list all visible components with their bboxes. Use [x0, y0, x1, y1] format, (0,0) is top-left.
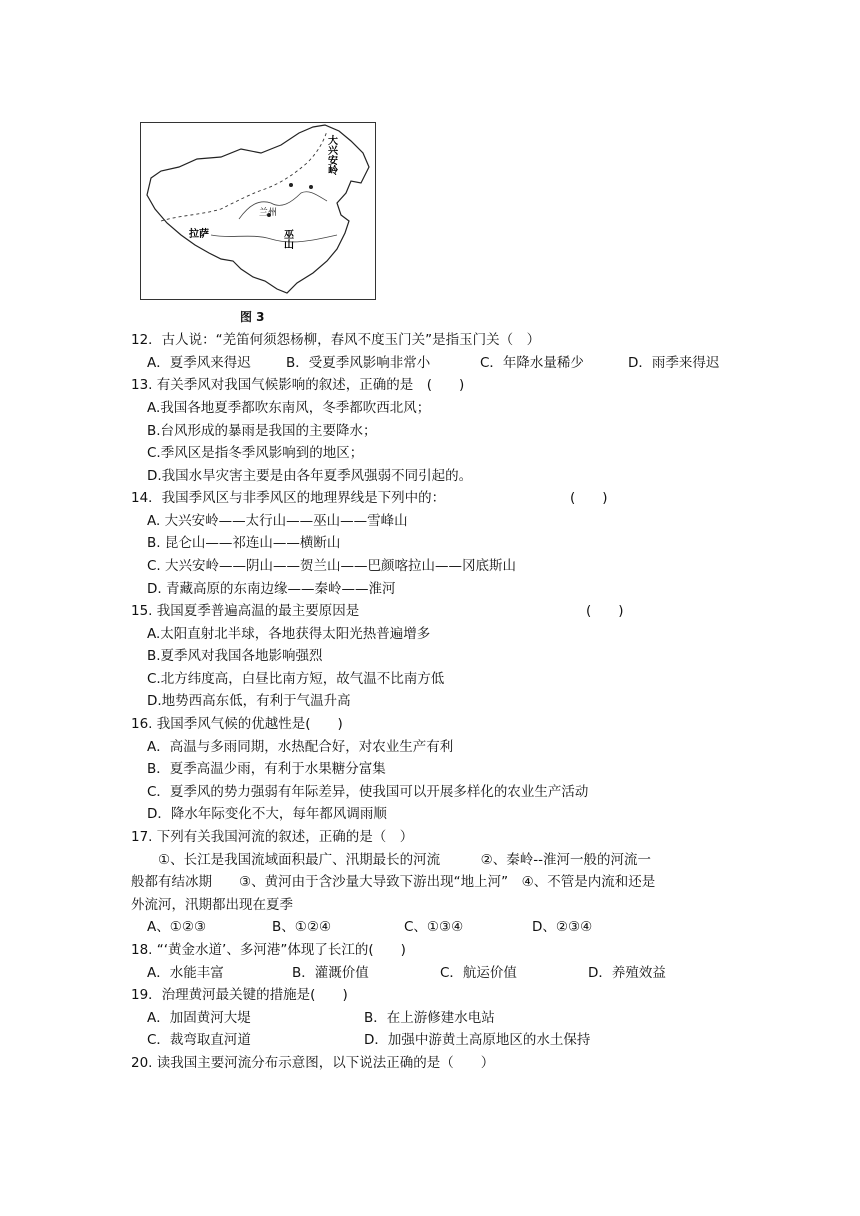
city-dot-2 — [309, 185, 313, 189]
label-wushan: 巫山 — [281, 229, 293, 249]
label-lanzhou: 兰州 — [259, 208, 278, 218]
q14-option-c: C. 大兴安岭——阴山——贺兰山——巴颜喀拉山——冈底斯山 — [147, 558, 517, 574]
q15-option-c: C.北方纬度高，白昼比南方短，故气温不比南方低 — [147, 671, 445, 687]
q17-option-d: D、②③④ — [532, 919, 593, 935]
question-18-stem: 18. “‘黄金水道’、多河港”体现了长江的( ) — [131, 942, 406, 958]
yangtze-river — [211, 235, 337, 242]
q16-option-a: A．高温与多雨同期，水热配合好，对农业生产有利 — [147, 739, 454, 755]
label-daxinganling: 大兴安岭 — [325, 135, 337, 175]
q13-option-b: B.台风形成的暴雨是我国的主要降水； — [147, 423, 377, 439]
q15-option-b: B.夏季风对我国各地影响强烈 — [147, 648, 323, 664]
question-15-stem: 15. 我国夏季普遍高温的最主要原因是 — [131, 603, 360, 619]
q14-option-a: A. 大兴安岭——太行山——巫山——雪峰山 — [147, 513, 408, 529]
q17-option-c: C、①③④ — [404, 919, 464, 935]
q13-option-c: C.季风区是指冬季风影响到的地区； — [147, 445, 364, 461]
q14-option-b: B. 昆仑山——祁连山——横断山 — [147, 535, 341, 551]
q15-option-a: A.太阳直射北半球，各地获得太阳光热普遍增多 — [147, 626, 431, 642]
question-17-stem: 17. 下列有关我国河流的叙述，正确的是（ ） — [131, 829, 414, 845]
q17-option-a: A、①②③ — [147, 919, 207, 935]
q19-option-b: B．在上游修建水电站 — [364, 1010, 495, 1026]
label-lasa: 拉萨 — [189, 229, 209, 240]
city-dot — [289, 183, 293, 187]
q19-option-d: D．加强中游黄土高原地区的水土保持 — [364, 1032, 591, 1048]
china-map-svg — [141, 123, 375, 299]
q17-statement-line-3: 外流河，汛期都出现在夏季 — [131, 897, 293, 913]
q19-option-a: A．加固黄河大堤 — [147, 1010, 251, 1026]
q18-option-b: B．灌溉价值 — [292, 965, 369, 981]
q15-option-d: D.地势西高东低，有利于气温升高 — [147, 693, 351, 709]
figure-caption: 图 3 — [240, 310, 265, 324]
q18-option-d: D．养殖效益 — [588, 965, 666, 981]
q17-statement-line-1: ①、长江是我国流域面积最广、汛期最长的河流 ②、秦岭--淮河一般的河流一 — [131, 852, 651, 868]
q17-option-b: B、①②④ — [272, 919, 332, 935]
q13-option-a: A.我国各地夏季都吹东南风，冬季都吹西北风； — [147, 400, 431, 416]
q16-option-d: D．降水年际变化不大，每年都风调雨顺 — [147, 806, 387, 822]
q18-option-c: C．航运价值 — [440, 965, 517, 981]
q12-option-c: C．年降水量稀少 — [480, 355, 584, 371]
boundary-line — [161, 131, 327, 221]
q12-option-d: D．雨季来得迟 — [628, 355, 720, 371]
question-19-stem: 19．治理黄河最关键的措施是( ) — [131, 987, 348, 1003]
q12-option-a: A．夏季风来得迟 — [147, 355, 251, 371]
question-16-stem: 16. 我国季风气候的优越性是( ) — [131, 716, 343, 732]
q12-option-b: B．受夏季风影响非常小 — [286, 355, 431, 371]
q14-answer-bracket: ( ) — [570, 490, 608, 506]
question-14-stem: 14．我国季风区与非季风区的地理界线是下列中的： — [131, 490, 446, 506]
q17-statement-line-2: 般都有结冰期 ③、黄河由于含沙量大导致下游出现“地上河” ④、不管是内流和还是 — [131, 874, 656, 890]
q15-answer-bracket: ( ) — [586, 603, 624, 619]
yellow-river — [239, 192, 327, 219]
q19-option-c: C．裁弯取直河道 — [147, 1032, 251, 1048]
question-12-stem: 12．古人说：“羌笛何须怨杨柳，春风不度玉门关”是指玉门关（ ） — [131, 332, 541, 348]
q18-option-a: A．水能丰富 — [147, 965, 224, 981]
q14-option-d: D. 青藏高原的东南边缘——秦岭——淮河 — [147, 581, 396, 597]
china-map-figure — [140, 122, 376, 300]
q16-option-b: B．夏季高温少雨，有利于水果糖分富集 — [147, 761, 386, 777]
question-13-stem: 13. 有关季风对我国气候影响的叙述，正确的是 ( ) — [131, 377, 465, 393]
q13-option-d: D.我国水旱灾害主要是由各年夏季风强弱不同引起的。 — [147, 468, 473, 484]
question-20-stem: 20. 读我国主要河流分布示意图，以下说法正确的是（ ） — [131, 1055, 495, 1071]
q16-option-c: C．夏季风的势力强弱有年际差异，使我国可以开展多样化的农业生产活动 — [147, 784, 589, 800]
